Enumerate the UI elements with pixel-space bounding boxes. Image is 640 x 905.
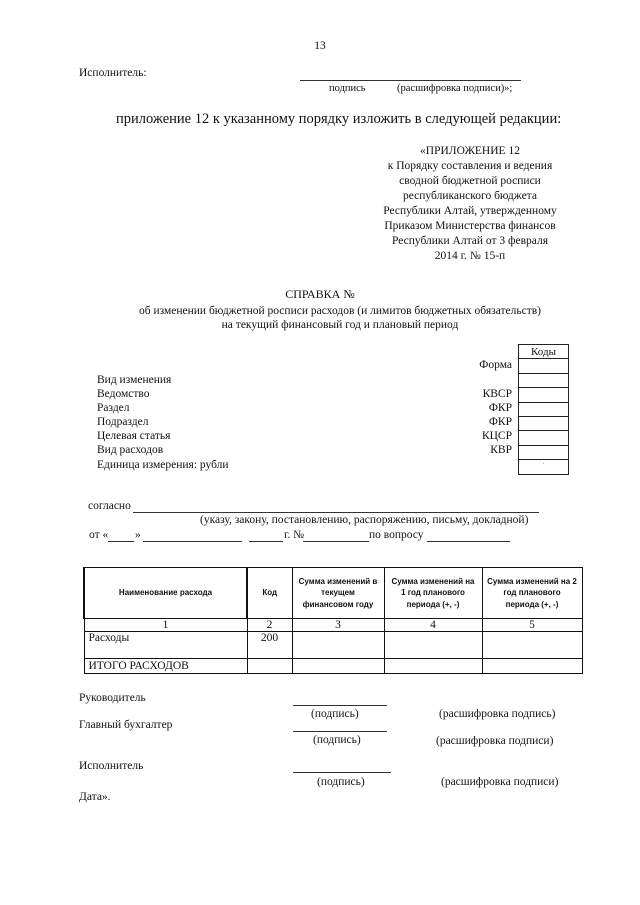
head-signature-line[interactable] <box>293 705 387 706</box>
code-cell-kvsr[interactable] <box>519 388 569 402</box>
code-cell-kcsr[interactable] <box>519 431 569 445</box>
doc-number-line[interactable] <box>303 541 369 542</box>
appendix-line: Приказом Министерства финансов <box>384 220 556 232</box>
table-row-total <box>84 659 582 674</box>
code-label-fkr: ФКР <box>488 416 512 428</box>
year-number-label: г. № <box>284 529 305 541</box>
col-number: 2 <box>247 619 292 632</box>
question-line[interactable] <box>427 541 510 542</box>
instruction-text: приложение 12 к указанному порядку изложить в следующей редакции: <box>116 111 562 127</box>
field-section: Раздел <box>97 402 130 415</box>
head-decode-caption: (расшифровка подпись) <box>439 708 556 720</box>
date-label: Дата». <box>79 791 111 803</box>
code-label-kcsr: КЦСР <box>481 430 512 442</box>
field-department: Ведомство <box>97 388 150 401</box>
signature-line-top <box>300 80 521 81</box>
executor-signature-line[interactable] <box>293 772 391 773</box>
header-code: Код <box>247 568 292 619</box>
according-label: согласно <box>88 500 131 512</box>
appendix-line: «ПРИЛОЖЕНИЕ 12 <box>420 145 520 157</box>
row-current-year[interactable] <box>292 632 384 659</box>
table-header-row <box>84 568 582 619</box>
row-plan-year-2[interactable] <box>482 632 582 659</box>
code-label-kvsr: КВСР <box>482 388 512 400</box>
field-unit: Единица измерения: рубли <box>97 458 229 471</box>
accountant-signature-line[interactable] <box>293 731 387 732</box>
row-code <box>247 659 292 674</box>
executor-label-top: Исполнитель: <box>79 67 147 79</box>
row-plan-year-1[interactable] <box>384 632 482 659</box>
codes-header: Коды <box>519 345 569 359</box>
code-cell-unit[interactable]: · <box>519 460 569 474</box>
date-quote-close: » <box>135 529 141 541</box>
col-number: 4 <box>384 619 482 632</box>
row-expense-name: Расходы <box>84 632 247 659</box>
header-expense-name: Наименование расхода <box>84 568 247 619</box>
code-label-kvr: КВР <box>490 444 512 456</box>
code-label-fkr: ФКР <box>488 402 512 414</box>
head-label: Руководитель <box>79 692 146 704</box>
field-change-type: Вид изменения <box>97 374 172 386</box>
executor-sign-caption: (подпись) <box>317 776 365 788</box>
field-list <box>97 373 229 472</box>
decode-caption-top: (расшифровка подписи)»; <box>397 83 513 94</box>
appendix-block <box>350 144 590 264</box>
accountant-sign-caption: (подпись) <box>313 734 361 746</box>
date-month-line[interactable] <box>143 541 242 542</box>
date-day-line[interactable] <box>108 541 134 542</box>
appendix-line: 2014 г. № 15-п <box>434 250 506 262</box>
header-current-year: Сумма изменений в текущем финансовом году <box>292 568 384 619</box>
appendix-line: сводной бюджетной росписи <box>399 175 541 187</box>
executor-label: Исполнитель <box>79 760 144 772</box>
accountant-decode-caption: (расшифровка подписи) <box>436 735 554 747</box>
row-plan-year-2[interactable] <box>482 659 582 674</box>
col-number: 5 <box>482 619 582 632</box>
code-cell-fkr-subsection[interactable] <box>519 416 569 430</box>
row-expense-name: ИТОГО РАСХОДОВ <box>84 659 247 674</box>
appendix-line: Республики Алтай, утвержденному <box>383 205 557 217</box>
field-subsection: Подраздел <box>97 416 149 429</box>
col-number: 3 <box>292 619 384 632</box>
code-cell-kvr[interactable] <box>519 445 569 459</box>
date-year-line[interactable] <box>249 541 283 542</box>
header-plan-year-2: Сумма изменений на 2 год планового периода (+, -) <box>482 568 582 619</box>
date-from-label: от « <box>89 529 109 541</box>
expense-table <box>83 567 583 674</box>
col-number: 1 <box>84 619 247 632</box>
field-expense-type: Вид расходов <box>97 444 164 457</box>
code-cell-change-type[interactable] <box>519 373 569 387</box>
appendix-line: Республики Алтай от 3 февраля <box>391 235 548 247</box>
subtitle-line: на текущий финансовый год и плановый период <box>221 319 459 331</box>
row-plan-year-1[interactable] <box>384 659 482 674</box>
head-sign-caption: (подпись) <box>311 708 359 720</box>
executor-decode-caption: (расшифровка подписи) <box>441 776 559 788</box>
page-number: 13 <box>314 40 326 52</box>
question-label: по вопросу <box>369 529 424 541</box>
codes-box <box>518 344 569 475</box>
according-hint: (указу, закону, постановлению, распоряжению, письму, докладной) <box>200 514 529 526</box>
form-label: Форма <box>479 359 512 371</box>
document-subtitle <box>0 304 640 332</box>
appendix-line: республиканского бюджета <box>403 190 537 202</box>
appendix-line: к Порядку составления и ведения <box>387 160 553 172</box>
document-title: СПРАВКА № <box>285 287 355 301</box>
header-plan-year-1: Сумма изменений на 1 год планового периода (+, -) <box>384 568 482 619</box>
code-cell-form[interactable] <box>519 359 569 373</box>
subtitle-line: об изменении бюджетной росписи расходов (и лимитов бюджетных обязательств) <box>138 305 542 317</box>
according-line[interactable] <box>133 512 539 513</box>
field-target-item: Целевая статья <box>97 430 171 443</box>
row-current-year[interactable] <box>292 659 384 674</box>
code-cell-fkr-section[interactable] <box>519 402 569 416</box>
table-row-numbers <box>84 619 582 632</box>
sign-caption-top: подпись <box>329 83 366 94</box>
accountant-label: Главный бухгалтер <box>79 719 173 731</box>
table-row <box>84 632 582 659</box>
row-code: 200 <box>247 632 292 659</box>
